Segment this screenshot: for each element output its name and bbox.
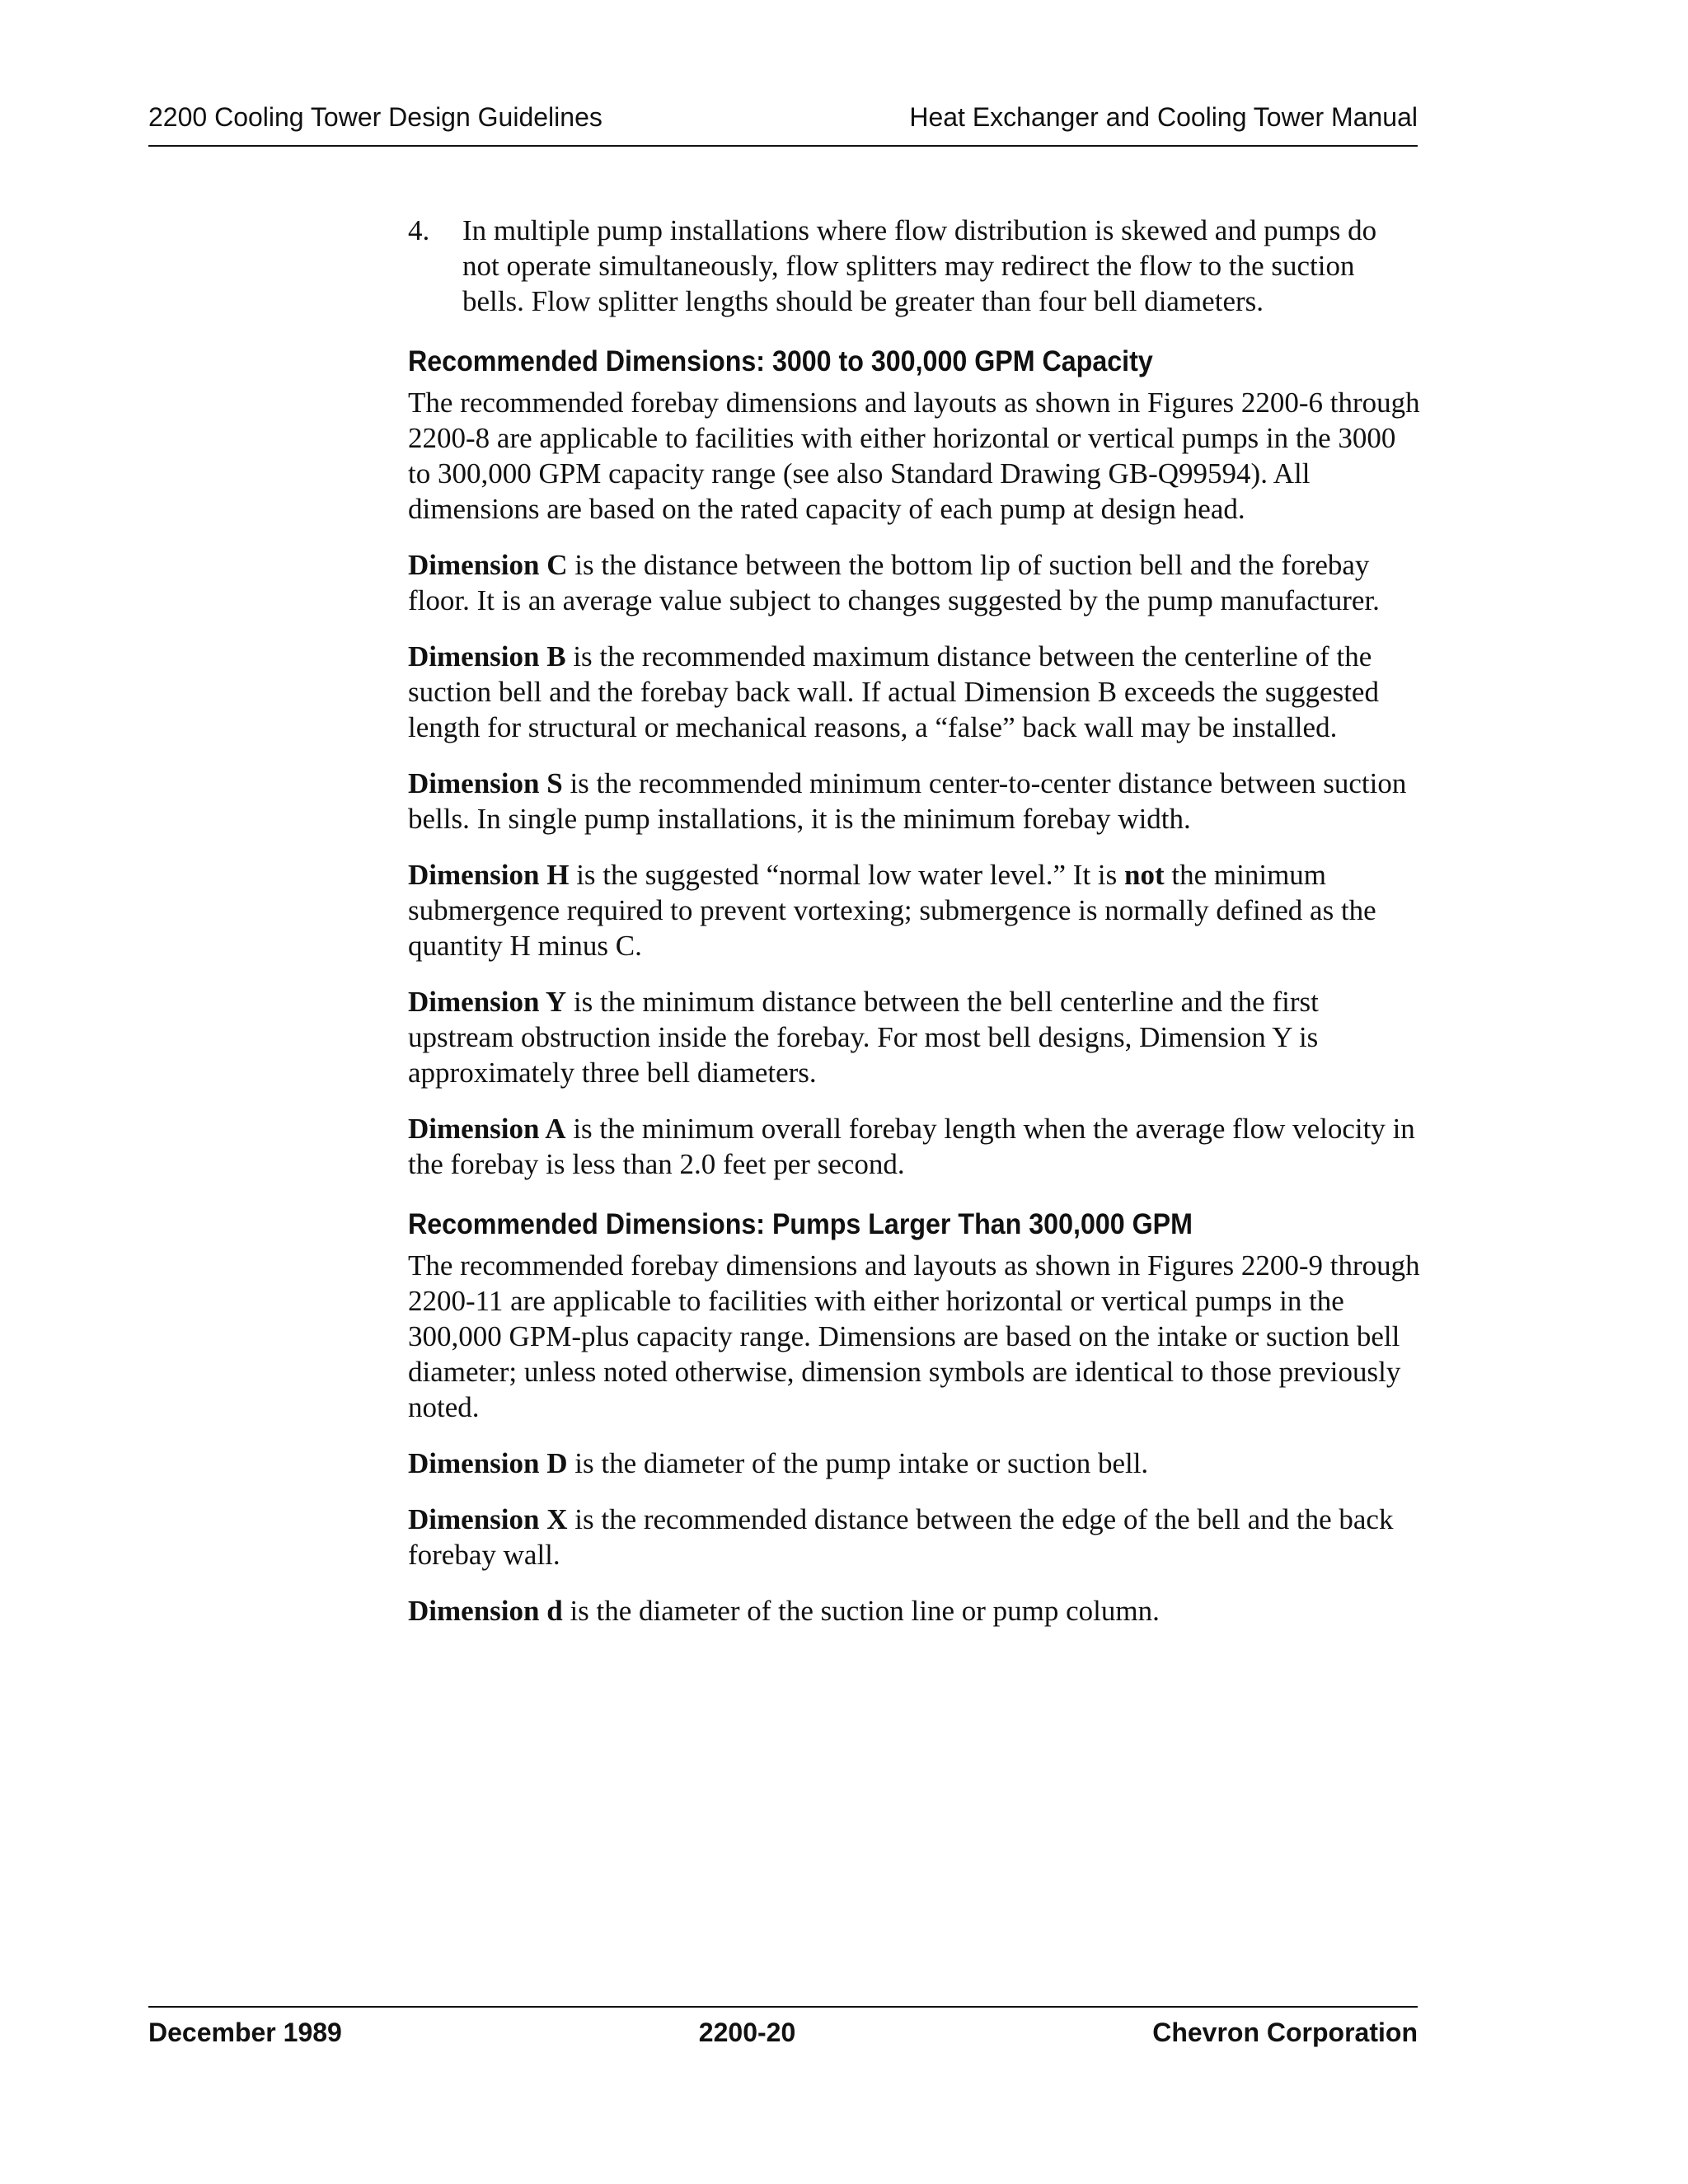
dimension-small-d-term: Dimension d (408, 1595, 563, 1627)
dimension-h-text-b: the minimum submergence required to prevent vortexing; submergence is normally defined as the quantity H minus C. (408, 859, 1376, 962)
dimension-h-term: Dimension H (408, 859, 570, 891)
dimension-b-text: is the recommended maximum distance between the centerline of the suction bell and the forebay back wall. If actual Dimension B exceeds the suggested length for structural or mechanical reasons, a “false” back wall may be installed. (408, 640, 1379, 743)
dimension-s-term: Dimension S (408, 767, 563, 799)
footer-company: Chevron Corporation (1152, 2018, 1418, 2047)
dimension-x-term: Dimension X (408, 1503, 568, 1535)
dimension-x-paragraph (408, 1502, 1420, 1572)
section2-heading: Recommended Dimensions: Pumps Larger Than 300,000 GPM (408, 1208, 1193, 1240)
dimension-c-text: is the distance between the bottom lip of suction bell and the forebay floor. It is an average value subject to changes suggested by the pump manufacturer. (408, 549, 1380, 616)
dimension-h-text-a: is the suggested “normal low water level.” It is (569, 859, 1125, 891)
running-header (148, 102, 1418, 147)
dimension-a-text: is the minimum overall forebay length when the average flow velocity in the forebay is less than 2.0 feet per second. (408, 1113, 1415, 1180)
list-item-text: In multiple pump installations where flow distribution is skewed and pumps do not operate simultaneously, flow splitters may redirect the flow to the suction bells. Flow splitter lengths should be greater than four bell diameters. (462, 214, 1377, 317)
dimension-a-paragraph (408, 1111, 1420, 1182)
dimension-h-paragraph (408, 857, 1420, 963)
section1-heading: Recommended Dimensions: 3000 to 300,000 GPM Capacity (408, 345, 1153, 377)
dimension-c-term: Dimension C (408, 549, 568, 581)
footer-page-number: 2200-20 (698, 2018, 796, 2047)
list-item (408, 213, 1420, 319)
dimension-y-paragraph (408, 984, 1420, 1090)
header-section-title: 2200 Cooling Tower Design Guidelines (148, 102, 603, 132)
dimension-d-term: Dimension D (408, 1447, 568, 1479)
dimension-a-term: Dimension A (408, 1113, 566, 1145)
header-manual-title: Heat Exchanger and Cooling Tower Manual (909, 102, 1418, 132)
dimension-x-text: is the recommended distance between the edge of the bell and the back forebay wall. (408, 1503, 1394, 1571)
dimension-y-term: Dimension Y (408, 986, 567, 1018)
dimension-s-paragraph (408, 766, 1420, 837)
dimension-b-paragraph (408, 639, 1420, 745)
list-item-number: 4. (408, 214, 430, 246)
dimension-c-paragraph (408, 547, 1420, 618)
dimension-small-d-paragraph (408, 1593, 1420, 1629)
dimension-h-emphasis: not (1124, 859, 1165, 891)
dimension-d-paragraph (408, 1446, 1420, 1481)
body-column (408, 213, 1420, 1649)
footer-date: December 1989 (148, 2018, 342, 2047)
dimension-d-text: is the diameter of the pump intake or suction bell. (567, 1447, 1149, 1479)
section2-intro: The recommended forebay dimensions and layouts as shown in Figures 2200-9 through 2200-11 are applicable to facilities with either horizontal or vertical pumps in the 300,000 GPM-plus capacity range. Dimensions are based on the intake or suction bell diameter; unless noted otherwise, dimension symbols are identical to those previously noted. (408, 1249, 1420, 1423)
dimension-s-text: is the recommended minimum center-to-center distance between suction bells. In single pump installations, it is the minimum forebay width. (408, 767, 1407, 835)
running-footer (148, 2006, 1418, 2048)
dimension-b-term: Dimension B (408, 640, 566, 673)
section1-intro: The recommended forebay dimensions and layouts as shown in Figures 2200-6 through 2200-8 are applicable to facilities with either horizontal or vertical pumps in the 3000 to 300,000 GPM capacity range (see also Standard Drawing GB-Q99594). All dimensions are based on the rated capacity of each pump at design head. (408, 387, 1420, 525)
dimension-y-text: is the minimum distance between the bell centerline and the first upstream obstruction inside the forebay. For most bell designs, Dimension Y is approximately three bell diameters. (408, 986, 1319, 1089)
dimension-small-d-text: is the diameter of the suction line or pump column. (562, 1595, 1160, 1627)
